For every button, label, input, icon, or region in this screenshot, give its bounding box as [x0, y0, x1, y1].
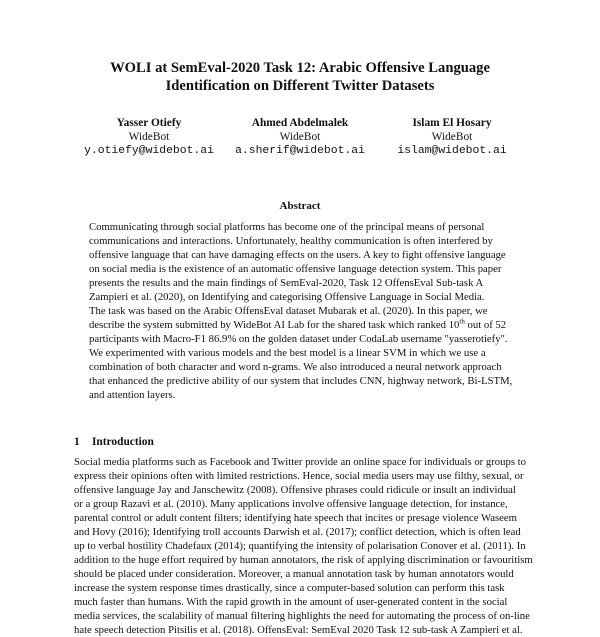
abstract-line: communications and interactions. Unfortunately, healthy communication is often interfered by: [89, 235, 493, 247]
abstract-line: We experimented with various models and the best model is a linear SVM in which we use a: [89, 347, 486, 359]
body-line: increase the system response times drastically, since a computer-based solution can perform this task: [74, 582, 505, 594]
abstract-line: Communicating through social platforms has become one of the principal means of personal: [89, 221, 485, 233]
author-1: [64, 116, 234, 158]
author-name: Islam El Hosary: [412, 117, 492, 129]
intro-body: [74, 455, 533, 637]
abstract-line: and attention layers.: [89, 389, 176, 401]
author-email[interactable]: a.sherif@widebot.ai: [235, 145, 365, 157]
abstract-heading: Abstract: [279, 200, 321, 212]
abstract-line: participants with Macro-F1 86.9% on the golden dataset under CodaLab username "yasserotiefy".: [89, 333, 508, 345]
author-name: Yasser Otiefy: [116, 117, 182, 129]
abstract-line: presents the results and the main findings of SemEval-2020, Task 12 OffensEval Sub-task A: [89, 277, 484, 289]
abstract-line-text: describe the system submitted by WideBot AI Lab for the shared task which ranked 10: [89, 319, 460, 331]
section-heading: [74, 436, 154, 448]
abstract-line: [89, 318, 517, 332]
author-affiliation: WideBot: [431, 131, 473, 143]
section-title: Introduction: [92, 436, 154, 448]
author-3: [367, 116, 537, 158]
rank-superscript: th: [459, 317, 465, 326]
paper-title-line-1: WOLI at SemEval-2020 Task 12: Arabic Offensive Language: [110, 60, 490, 76]
body-line: addition to the huge effort required by human annotators, the risk of applying discrimination or favouritism: [74, 554, 533, 566]
author-affiliation: WideBot: [128, 131, 170, 143]
author-email[interactable]: islam@widebot.ai: [397, 145, 507, 157]
section-number: 1: [74, 436, 80, 448]
body-line: Social media platforms such as Facebook and Twitter provide an online space for individuals or groups to: [74, 456, 526, 468]
author-2: [215, 116, 385, 158]
abstract-body: [89, 220, 517, 402]
body-line: should be placed under consideration. Moreover, a manual annotation task by human annotators would: [74, 568, 514, 580]
body-line: hate speech detection Pitsilis et al. (2018). OffensEval: SemEval 2020 Task 12 sub-task A Zampieri et al.: [74, 624, 523, 636]
author-name: Ahmed Abdelmalek: [251, 117, 349, 129]
body-line: express their opinions often with limited restrictions. Hence, social media users may use filthy, sexual, or: [74, 470, 524, 482]
abstract-line: combination of both character and word n-grams. We also introduced a neural network approach: [89, 361, 502, 373]
abstract-line: offensive language that can have damaging effects on the users. A key to fight offensive language: [89, 249, 506, 261]
body-line: parental control or adult content filters; identifying hate speech that incites or presage violence Waseem: [74, 512, 517, 524]
rank-tail: out of 52: [464, 319, 507, 331]
body-line: media services, the scalability of manual filtering highlights the need for automating the process of on-line: [74, 610, 530, 622]
author-email[interactable]: y.otiefy@widebot.ai: [84, 145, 214, 157]
abstract-line: that enhanced the predictive ability of our system that includes CNN, highway network, Bi-LSTM,: [89, 375, 513, 387]
body-line: up to verbal hostility Chadefaux (2014); quantifying the intensity of polarisation Conover et al. (2011). In: [74, 540, 526, 552]
paper-title-line-2: Identification on Different Twitter Datasets: [165, 78, 435, 94]
body-line: much faster than humans. With the rapid growth in the amount of user-generated content in the social: [74, 596, 508, 608]
body-line: offensive language Jay and Janschewitz (2008). Offensive phrases could ridicule or insult an individual: [74, 484, 516, 496]
abstract-line: The task was based on the Arabic OffensEval dataset Mubarak et al. (2020). In this paper, we: [89, 305, 488, 317]
abstract-line: on social media is the existence of an automatic offensive language detection system. This paper: [89, 263, 502, 275]
paper-title: [40, 59, 560, 95]
body-line: and Hovy (2016); Identifying troll accounts Darwish et al. (2017); conflict detection, which is often lead: [74, 526, 521, 538]
body-line: or a group Razavi et al. (2010). Many applications involve offensive language detection, for instance,: [74, 498, 508, 510]
author-affiliation: WideBot: [279, 131, 321, 143]
abstract-line: Zampieri et al. (2020), on Identifying and categorising Offensive Language in Social Media.: [89, 291, 485, 303]
